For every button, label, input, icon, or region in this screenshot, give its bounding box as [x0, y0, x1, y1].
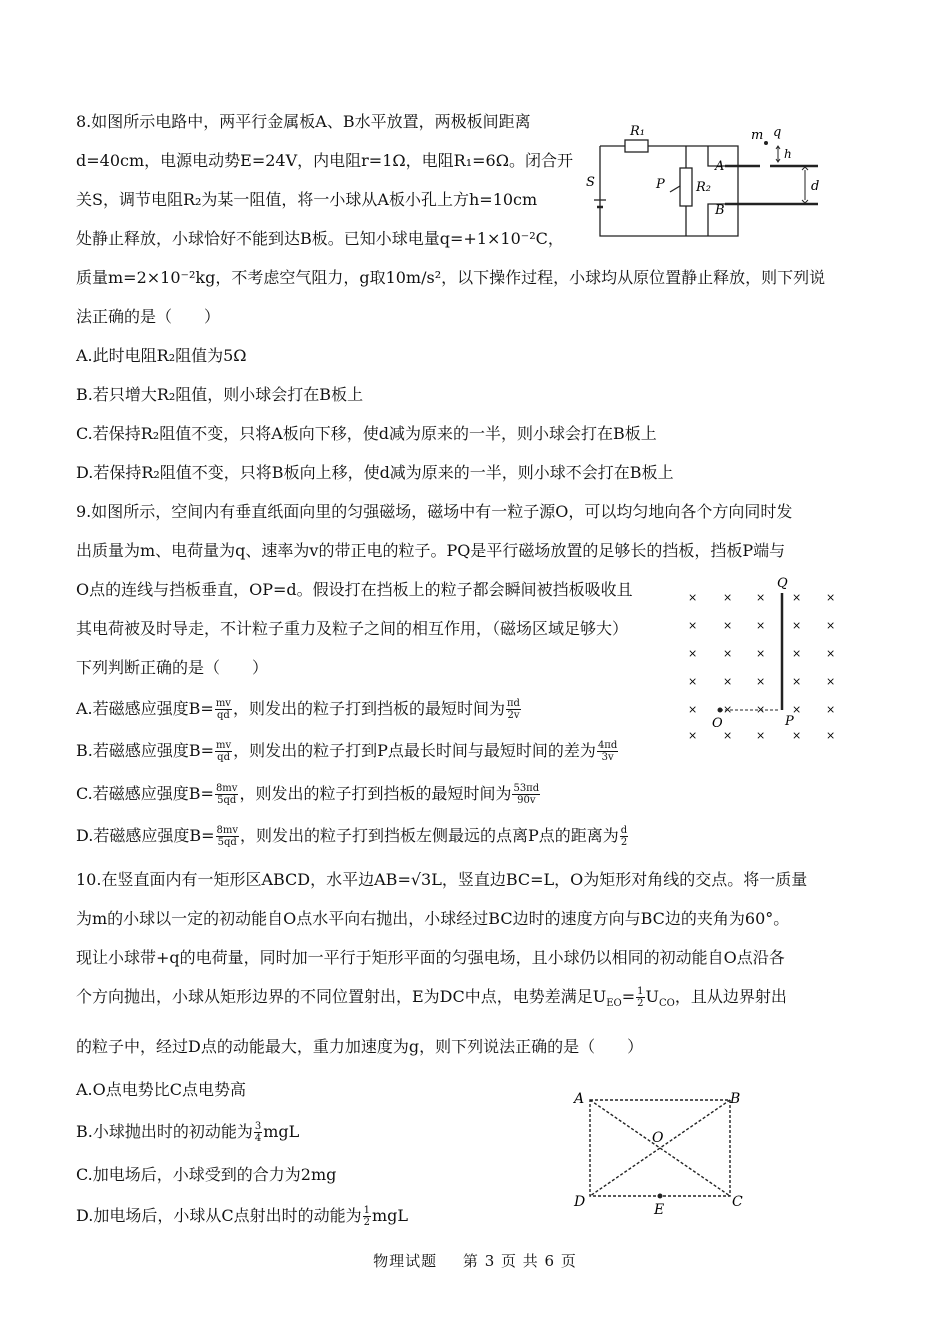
- field-cross: ×: [723, 729, 733, 742]
- q9-option-d: D.若磁感应强度B= $\frac{8mv}{5qd}$ ，则发出的粒子打到挡板左侧最远的点离P点的距离为 $\frac{d}{2}$: [76, 825, 628, 848]
- q9-line-3: O点的连线与挡板垂直，OP=d。假设打在挡板上的粒子都会瞬间被挡板吸收且: [76, 580, 633, 599]
- q8-option-b: B.若只增大R₂阻值，则小球会打在B板上: [76, 385, 364, 404]
- q10-option-d: D.加电场后，小球从C点射出时的动能为 $\frac{1}{2}$ mgL: [76, 1205, 409, 1228]
- label-b: B: [730, 1091, 741, 1107]
- q8-option-c: C.若保持R₂阻值不变，只将A板向下移，使d减为原来的一半，则小球会打在B板上: [76, 424, 657, 443]
- field-cross: ×: [756, 729, 766, 742]
- field-cross: ×: [826, 619, 836, 632]
- q10-option-c: C.加电场后，小球受到的合力为2mg: [76, 1165, 337, 1184]
- label-r2: R₂: [696, 180, 711, 195]
- q9-line-2: 出质量为m、电荷量为q、速率为v的带正电的粒子。PQ是平行磁场放置的足够长的挡板，挡板P端与: [76, 541, 786, 560]
- q8-line-4: 处静止释放，小球恰好不能到达B板。已知小球电量q=+1×10⁻²C，: [76, 229, 564, 248]
- q8-line-5: 质量m=2×10⁻²kg，不考虑空气阻力，g取10m/s²，以下操作过程，小球均从原位置静止释放，则下列说: [76, 268, 826, 287]
- label-d: D: [574, 1194, 586, 1210]
- label-p: P: [656, 177, 665, 192]
- q8-circuit-figure: [586, 118, 830, 243]
- q9-line-1: 9.如图所示，空间内有垂直纸面向里的匀强磁场，磁场中有一粒子源O，可以均匀地向各个方向同时发: [76, 502, 793, 521]
- field-cross: ×: [826, 675, 836, 688]
- q9-line-5: 下列判断正确的是（ ）: [76, 658, 269, 677]
- q10-line-2: 为m的小球以一定的初动能自O点水平向右抛出，小球经过BC边时的速度方向与BC边的夹角为60°。: [76, 909, 790, 928]
- q10-option-a: A.O点电势比C点电势高: [76, 1080, 247, 1099]
- q10-line-5: 的粒子中，经过D点的动能最大，重力加速度为g，则下列说法正确的是（ ）: [76, 1037, 644, 1056]
- field-cross: ×: [723, 619, 733, 632]
- field-cross: ×: [756, 675, 766, 688]
- q8-line-3: 关S，调节电阻R₂为某一阻值，将一小球从A板小孔上方h=10cm: [76, 190, 538, 209]
- field-cross: ×: [688, 703, 698, 716]
- field-cross: ×: [688, 729, 698, 742]
- field-cross: ×: [792, 703, 802, 716]
- q9-option-b: B.若磁感应强度B= $\frac{mv}{qd}$ ，则发出的粒子打到P点最长时间与最短时间的差为 $\frac{4\pi d}{3v}$: [76, 740, 618, 763]
- label-o-source: O: [712, 716, 723, 731]
- field-cross: ×: [826, 703, 836, 716]
- field-cross: ×: [688, 647, 698, 660]
- q9-option-c: C.若磁感应强度B= $\frac{8mv}{5qd}$ ，则发出的粒子打到挡板的最短时间为 $\frac{53\pi d}{90v}$: [76, 783, 540, 806]
- label-h: h: [784, 147, 792, 161]
- label-a: A: [715, 159, 725, 174]
- field-cross: ×: [756, 647, 766, 660]
- label-a: A: [574, 1091, 585, 1107]
- q8-option-a: A.此时电阻R₂阻值为5Ω: [76, 346, 247, 365]
- field-cross: ×: [756, 703, 766, 716]
- field-cross: ×: [792, 675, 802, 688]
- label-q: q: [773, 125, 782, 140]
- q8-line-2: d=40cm，电源电动势E=24V，内电阻r=1Ω，电阻R₁=6Ω。闭合开: [76, 151, 573, 170]
- q10-line-3: 现让小球带+q的电荷量，同时加一平行于矩形平面的匀强电场，且小球仍以相同的初动能自O点沿各: [76, 948, 785, 967]
- field-cross: ×: [826, 591, 836, 604]
- field-cross: ×: [723, 675, 733, 688]
- field-cross: ×: [826, 729, 836, 742]
- q8-line-1: 8.如图所示电路中，两平行金属板A、B水平放置，两极板间距离: [76, 112, 531, 131]
- field-cross: ×: [723, 591, 733, 604]
- field-cross: ×: [688, 591, 698, 604]
- label-c: C: [732, 1194, 743, 1210]
- label-q-end: Q: [777, 576, 788, 591]
- label-d: d: [811, 179, 820, 194]
- footer-page-number: 第 3 页 共 6 页: [462, 1252, 577, 1270]
- field-cross: ×: [792, 647, 802, 660]
- field-cross: ×: [792, 619, 802, 632]
- label-s: S: [586, 175, 595, 190]
- q8-option-d: D.若保持R₂阻值不变，只将B板向上移，使d减为原来的一半，则小球不会打在B板上: [76, 463, 674, 482]
- q9-magnetic-field-figure: [680, 575, 850, 745]
- q10-option-b: B.小球抛出时的初动能为 $\frac{3}{4}$ mgL: [76, 1121, 300, 1144]
- field-cross: ×: [792, 591, 802, 604]
- field-cross-grid: [688, 591, 835, 742]
- field-cross: ×: [826, 647, 836, 660]
- label-o: O: [652, 1130, 664, 1146]
- q9-line-4: 其电荷被及时导走，不计粒子重力及粒子之间的相互作用，（磁场区域足够大）: [76, 619, 629, 638]
- label-r1: R₁: [630, 124, 645, 139]
- field-cross: ×: [688, 675, 698, 688]
- footer-subject: 物理试题: [373, 1252, 438, 1270]
- label-b: B: [715, 203, 725, 218]
- field-cross: ×: [756, 619, 766, 632]
- q10-line-4: 个方向抛出，小球从矩形边界的不同位置射出，E为DC中点，电势差满足$U_{EO}=$ $\frac{1}{2}$ $U_{CO}$，且从边界射出: [76, 986, 787, 1010]
- field-cross: ×: [723, 703, 733, 716]
- label-e: E: [654, 1202, 665, 1218]
- field-cross: ×: [723, 647, 733, 660]
- q8-line-6: 法正确的是（ ）: [76, 307, 221, 326]
- q10-rectangle-figure: [570, 1088, 750, 1218]
- field-cross: ×: [792, 729, 802, 742]
- label-m: m: [751, 128, 764, 143]
- q9-option-a: A.若磁感应强度B= $\frac{mv}{qd}$ ，则发出的粒子打到挡板的最短时间为 $\frac{\pi d}{2v}$: [76, 698, 520, 721]
- field-cross: ×: [688, 619, 698, 632]
- page-footer: [0, 1250, 950, 1271]
- q10-line-1: 10.在竖直面内有一矩形区ABCD，水平边AB=√3L，竖直边BC=L，O为矩形对角线的交点。将一质量: [76, 870, 808, 889]
- label-p-end: P: [785, 714, 794, 729]
- field-cross: ×: [756, 591, 766, 604]
